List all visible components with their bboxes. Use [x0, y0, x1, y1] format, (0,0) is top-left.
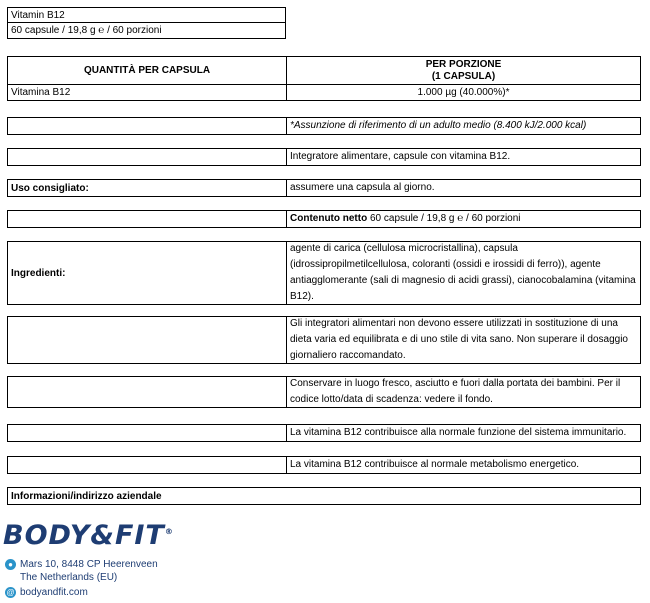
claim-immune-row — [7, 424, 641, 442]
product-name: Vitamin B12 — [8, 8, 285, 23]
company-row — [7, 487, 641, 505]
company-website[interactable]: bodyandfit.com — [20, 587, 88, 598]
nutrition-row-label: Vitamina B12 — [8, 85, 287, 100]
package-info: 60 capsule / 19,8 g ℮ / 60 porzioni — [11, 25, 162, 36]
net-content-label: Contenuto netto — [290, 213, 368, 224]
warning-row — [7, 316, 641, 364]
address-line2: The Netherlands (EU) — [20, 572, 118, 583]
ingredients-row — [7, 241, 641, 305]
nutrition-header-row — [7, 56, 641, 85]
globe-icon: @ — [6, 587, 15, 597]
net-content — [287, 211, 640, 227]
usage-row — [7, 179, 641, 197]
description-text: Integratore alimentare, capsule con vitamina B12. — [290, 151, 511, 162]
description-row — [7, 148, 641, 166]
ingredients-value: agente di carica (cellulosa microcristallina), capsula (idrossipropilmetilcellulosa, coloranti (ossidi e irossidi di ferro)), agente antiagglomerante (sali di magnesio di acidi grassi), cianocobalamina (vitamina B12). — [290, 243, 636, 302]
nutrition-row-b12 — [7, 84, 641, 101]
product-header — [7, 7, 286, 39]
reference-note-row — [7, 117, 641, 135]
brand-logo — [3, 520, 174, 551]
usage-label: Uso consigliato: — [8, 180, 287, 196]
net-content-value: 60 capsule / 19,8 g ℮ / 60 porzioni — [367, 213, 521, 224]
claim-energy-text: La vitamina B12 contribuisce al normale metabolismo energetico. — [290, 459, 580, 470]
ingredients-label: Ingredienti: — [8, 242, 287, 304]
company-label: Informazioni/indirizzo aziendale — [11, 490, 162, 502]
claim-energy-row — [7, 456, 641, 474]
usage-value: assumere una capsula al giorno. — [290, 182, 435, 193]
company-website-row — [5, 586, 88, 599]
warning-text: Gli integratori alimentari non devono essere utilizzati in sostituzione di una dieta varia ed equilibrata e di uno stile di vita sano. Non superare il dosaggio giornaliero raccomandato. — [290, 318, 628, 361]
claim-immune-text: La vitamina B12 contribuisce alla normale funzione del sistema immunitario. — [290, 427, 627, 438]
reference-note: *Assunzione di riferimento di un adulto medio (8.400 kJ/2.000 kcal) — [290, 120, 587, 131]
storage-row — [7, 376, 641, 408]
nutrition-col1-header: QUANTITÀ PER CAPSULA — [8, 57, 287, 84]
storage-text: Conservare in luogo fresco, asciutto e fuori dalla portata dei bambini. Per il codice lotto/data di scadenza: vedere il fondo. — [290, 378, 621, 405]
nutrition-col2-header-line2: (1 CAPSULA) — [431, 70, 496, 82]
nutrition-col2-header — [287, 57, 640, 84]
logo-registered: ® — [164, 527, 174, 536]
nutrition-col2-header-line1: PER PORZIONE — [425, 58, 502, 70]
location-pin-icon: ● — [5, 559, 16, 570]
company-address — [5, 558, 158, 584]
address-line1: Mars 10, 8448 CP Heerenveen — [20, 559, 158, 570]
nutrition-row-value: 1.000 µg (40.000%)* — [417, 86, 510, 98]
logo-text: BODY&FIT — [3, 520, 165, 551]
net-content-row — [7, 210, 641, 228]
